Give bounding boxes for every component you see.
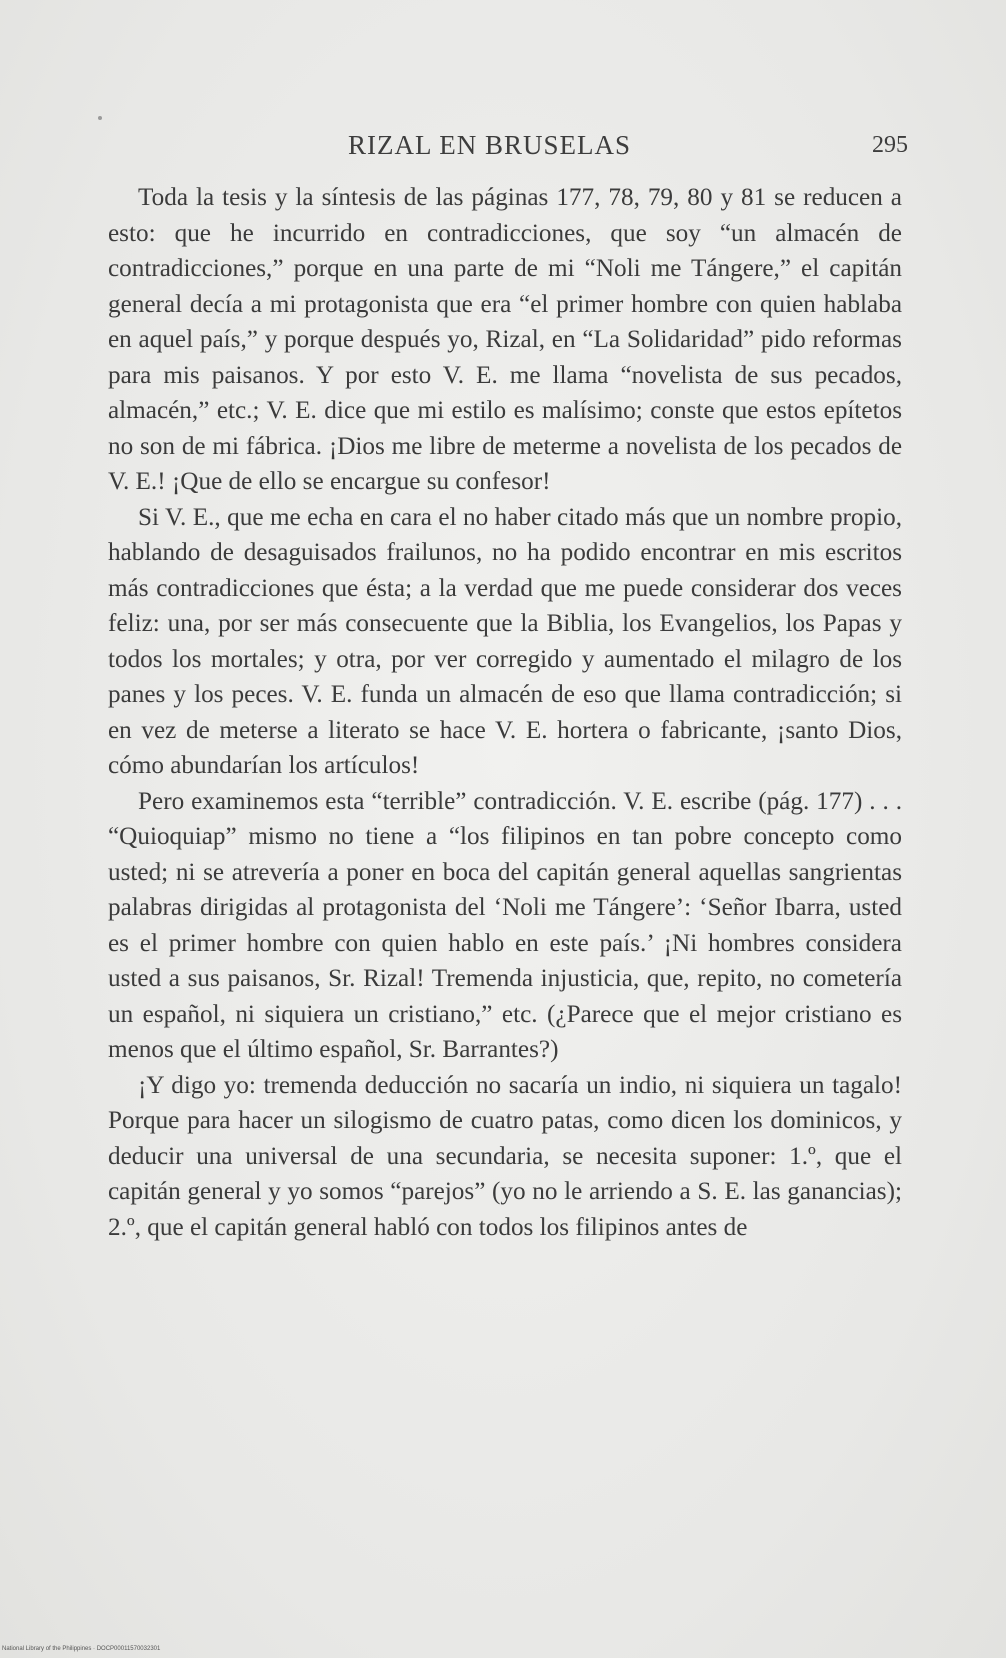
page-number: 295 xyxy=(872,132,908,158)
paragraph-1: Toda la tesis y la síntesis de las páginas 177, 78, 79, 80 y 81 se reducen a esto: que he incurrido en contradicciones, que soy “un almacén de contradicciones,” porque en una parte de mi “Noli me Tángere,” el capitán general decía a mi protagonista que era “el primer hombre con quien hablaba en aquel país,” y porque después yo, Rizal, en “La Solidaridad” pido reformas para mis paisanos. Y por esto V. E. me llama “novelista de sus pecados, almacén,” etc.; V. E. dice que mi estilo es malísimo; conste que estos epítetos no son de mi fábrica. ¡Dios me libre de meterme a novelista de los pecados de V. E.! ¡Que de ello se encargue su confesor! xyxy=(108,184,902,495)
paragraph-3: Pero examinemos esta “terrible” contradicción. V. E. escribe (pág. 177) . . . “Quioquiap” mismo no tiene a “los filipinos en tan pobre concepto como usted; ni se atrevería a poner en boca del capitán general aquellas sangrientas palabras dirigidas al protagonista del ‘Noli me Tángere’: ‘Señor Ibarra, usted es el primer hombre con quien hablo en este país.’ ¡Ni hombres considera usted a sus paisanos, Sr. Rizal! Tremenda injusticia, que, repito, no cometería un español, ni siquiera un cristiano,” etc. (¿Parece que el mejor cristiano es menos que el último español, Sr. Barrantes?) xyxy=(108,787,902,1063)
body-text xyxy=(108,180,902,1245)
scan-footer-credit: National Library of the Philippines · DOCP00011570032301 xyxy=(2,1646,161,1652)
paragraph-4: ¡Y digo yo: tremenda deducción no sacaría un indio, ni siquiera un tagalo! Porque para hacer un silogismo de cuatro patas, como dicen los dominicos, y deducir una universal de una secundaria, se necesita suponer: 1.º, que el capitán general y yo somos “parejos” (yo no le arriendo a S. E. las ganancias); 2.º, que el capitán general habló con todos los filipinos antes de xyxy=(108,1071,902,1241)
paragraph-2: Si V. E., que me echa en cara el no haber citado más que un nombre propio, hablando de desaguisados frailunos, no ha podido encontrar en mis escritos más contradicciones que ésta; a la verdad que me puede considerar dos veces feliz: una, por ser más consecuente que la Biblia, los Evangelios, los Papas y todos los mortales; y otra, por ver corregido y aumentado el milagro de los panes y los peces. V. E. funda un almacén de eso que llama contradicción; si en vez de meterse a literato se hace V. E. hortera o fabricante, ¡santo Dios, cómo abundarían los artículos! xyxy=(108,503,902,779)
running-title: RIZAL EN BRUSELAS xyxy=(348,130,632,160)
page-header xyxy=(108,130,908,170)
scan-speck xyxy=(98,116,102,120)
